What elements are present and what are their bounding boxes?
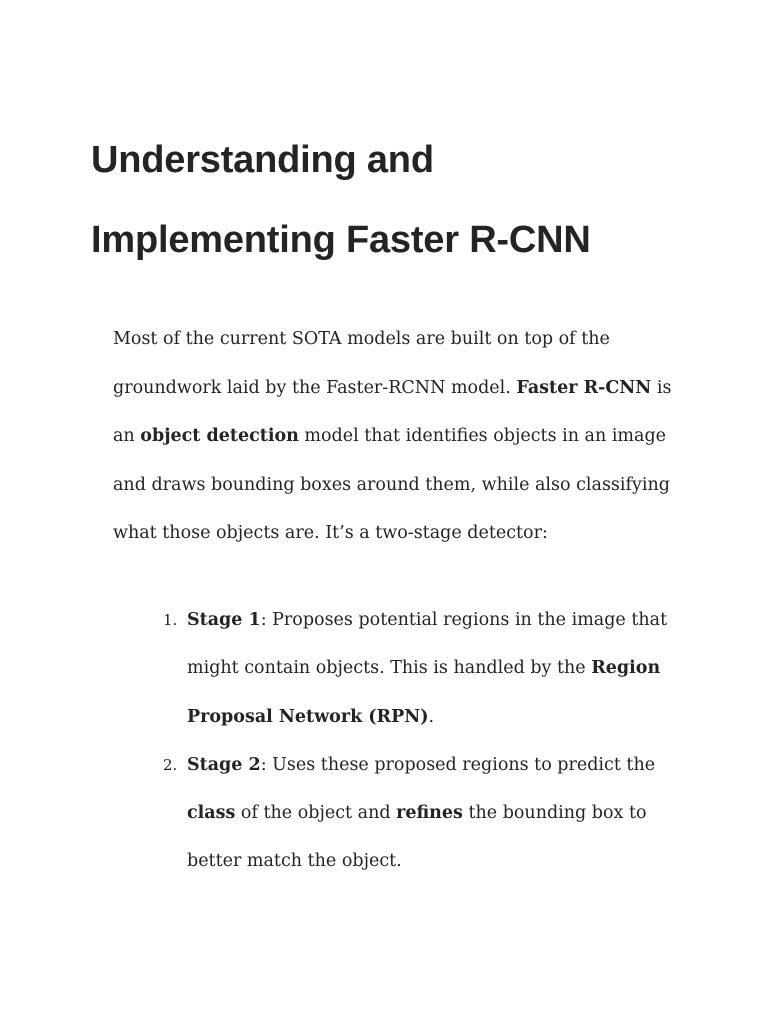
list-item: [113, 741, 673, 886]
list-text: of the object and: [235, 803, 397, 824]
title-line-2: Implementing Faster R-CNN: [91, 219, 591, 261]
bold-term-class: class: [187, 803, 236, 824]
intro-text: model that identifies objects in an image: [298, 426, 667, 446]
bold-term-faster-rcnn: Faster R-CNN: [516, 377, 652, 398]
bold-term-refines: refines: [396, 803, 463, 824]
bold-term-stage-1: Stage 1: [187, 610, 261, 630]
list-item-line: [187, 693, 673, 741]
list-item-line: [187, 644, 673, 692]
intro-line-1: Most of the current SOTA models are built on top of the: [113, 329, 610, 349]
intro-line-3: [113, 412, 673, 461]
intro-text: an: [113, 426, 141, 446]
list-text: .: [428, 706, 435, 727]
article-title: [91, 120, 731, 280]
bold-term-rpn: Proposal Network (RPN): [187, 706, 429, 727]
list-item-line: [187, 596, 673, 644]
intro-text: groundwork laid by the Faster-RCNN model.: [113, 377, 517, 398]
intro-line-4: and draws bounding boxes around them, while also classifying: [113, 474, 670, 495]
bold-term-object-detection: object detection: [140, 426, 299, 446]
list-text: : Proposes potential regions in the image that: [260, 610, 668, 630]
list-text: the bounding box to: [462, 803, 647, 824]
list-item-line: [187, 789, 673, 837]
stages-list: [113, 596, 673, 886]
intro-text: is: [651, 377, 672, 398]
title-line-1: Understanding and: [91, 139, 434, 181]
list-text: : Uses these proposed regions to predict the: [260, 754, 656, 775]
list-item-line: [187, 741, 673, 789]
list-number: 1.: [163, 611, 178, 629]
list-item: [113, 596, 673, 741]
bold-term-region: Region: [591, 658, 661, 679]
list-item-line: better match the object.: [187, 851, 402, 872]
intro-line-2: [113, 364, 673, 413]
bold-term-stage-2: Stage 2: [187, 754, 261, 775]
list-number: 2.: [163, 755, 178, 774]
intro-paragraph: [113, 315, 673, 558]
list-text: might contain objects. This is handled by the: [187, 658, 592, 679]
intro-line-5: what those objects are. It’s a two-stage detector:: [113, 523, 548, 543]
